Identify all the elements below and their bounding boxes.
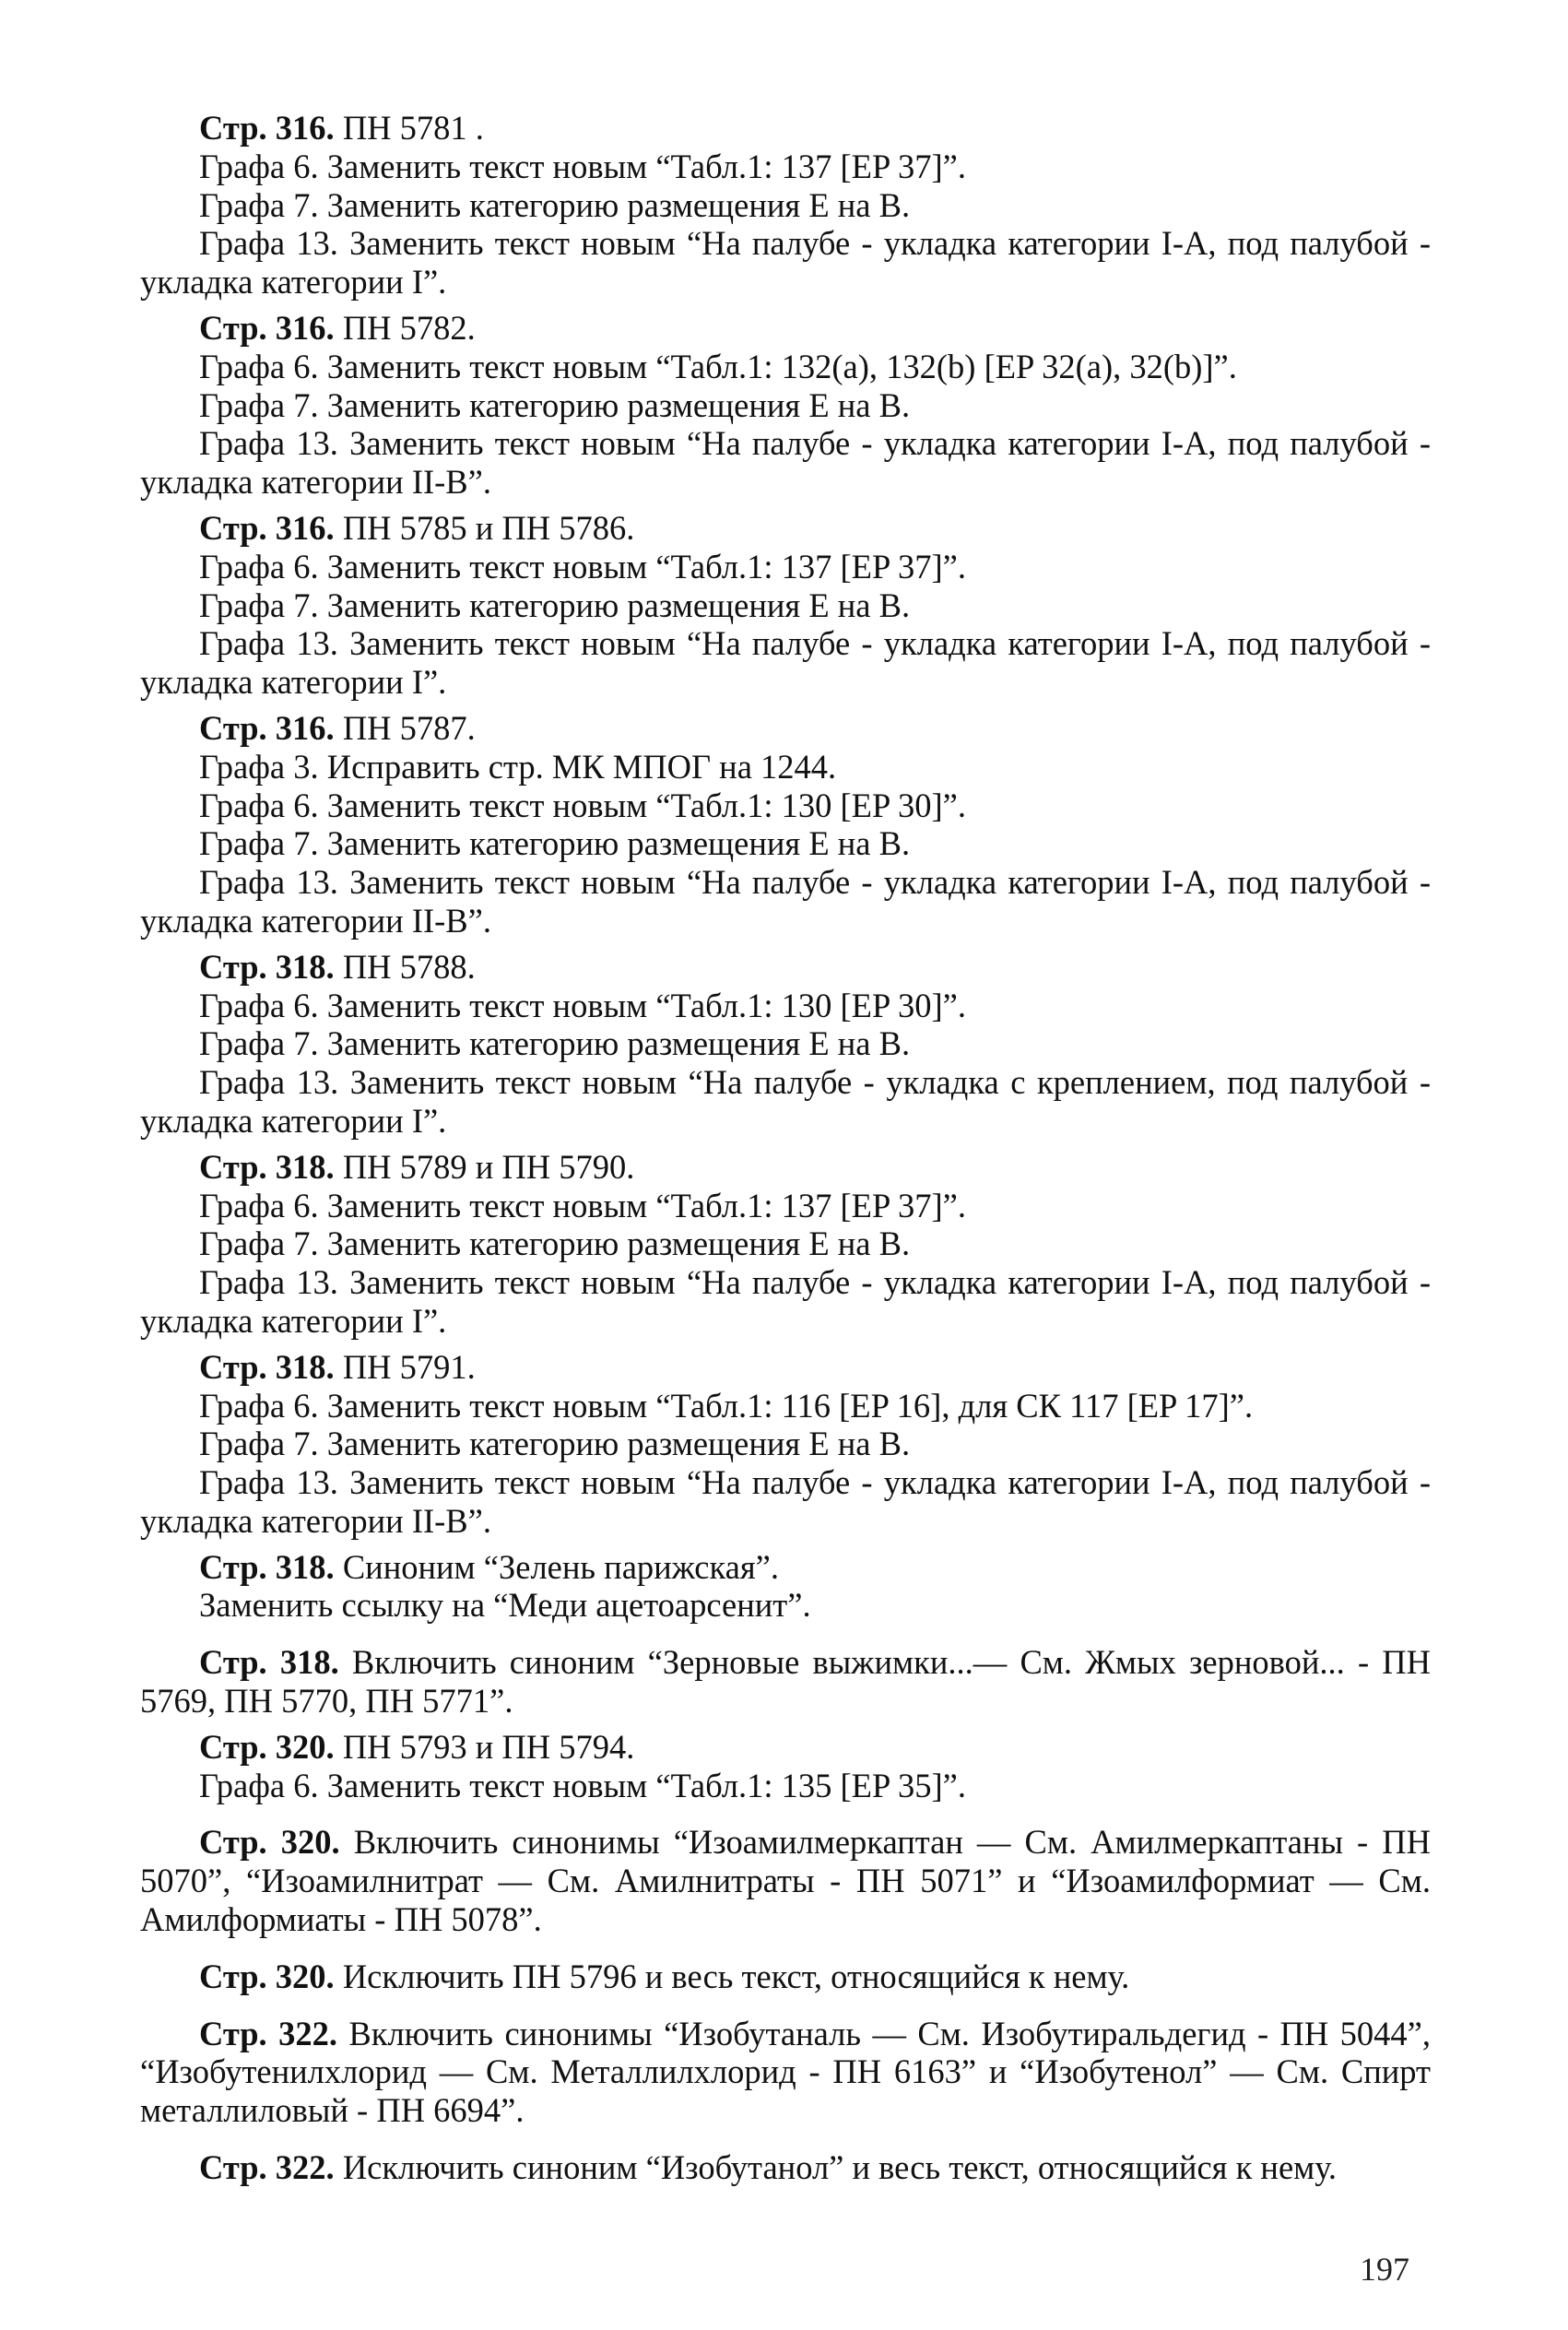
instruction-line: Графа 6. Заменить текст новым “Табл.1: 130 [EP 30]”.: [199, 986, 966, 1024]
page-ref: Стр. 320.: [199, 1823, 340, 1862]
entry-heading: [140, 1728, 1431, 1767]
page-ref: Стр. 320.: [199, 1727, 335, 1766]
page-ref: Стр. 322.: [199, 2148, 335, 2187]
entry-paragraph: [140, 2015, 1431, 2130]
instruction-line: Графа 6. Заменить текст новым “Табл.1: 137 [EP 37]”.: [199, 147, 966, 185]
page-ref: Стр. 322.: [199, 2014, 337, 2052]
instruction-line: Графа 6. Заменить текст новым “Табл.1: 130 [EP 30]”.: [199, 786, 966, 824]
entry-paragraph: [140, 1823, 1431, 1938]
paragraph-text: Включить синонимы “Изоамилмеркаптан — См. Амилмеркаптаны - ПН 5070”, “Изоамилнитрат — См. Амилнитраты - ПН 5071” и “Изоамилформиат — См. Амилформиаты - ПН 5078”.: [140, 1823, 1431, 1939]
page-number: 197: [1360, 2251, 1409, 2288]
instruction-paragraph: Графа 13. Заменить текст новым “На палубе - укладка категории I-A, под палубой - укладка категории II-В”.: [140, 863, 1431, 940]
entry-p318-synonym-grain: [140, 1643, 1431, 1721]
instruction-paragraph: Графа 13. Заменить текст новым “На палубе - укладка категории I-A, под палубой - укладка категории I”.: [140, 624, 1431, 702]
instruction-paragraph: Графа 13. Заменить текст новым “На палубе - укладка категории I-A, под палубой - укладка категории II-В”.: [140, 424, 1431, 502]
instruction-line: Графа 6. Заменить текст новым “Табл.1: 116 [EP 16], для СК 117 [EP 17]”.: [199, 1386, 1254, 1425]
entry-p318-synonym-green: [140, 1548, 1431, 1626]
paragraph-text: Включить синоним “Зерновые выжимки...— См. Жмых зерновой... - ПН 5769, ПН 5770, ПН 5771”.: [140, 1643, 1431, 1721]
instruction-line: Графа 6. Заменить текст новым “Табл.1: 132(a), 132(b) [EP 32(a), 32(b)]”.: [199, 347, 1237, 385]
entry-p322-synonyms-isobutyl: [140, 2015, 1431, 2130]
entry-heading: [140, 109, 1431, 148]
heading-text: ПН 5791.: [334, 1347, 476, 1386]
page-ref: Стр. 316.: [199, 109, 335, 147]
entry-p316-5785-5786: [140, 509, 1431, 702]
page-ref: Стр. 320.: [199, 1957, 335, 1995]
entry-paragraph: [140, 2148, 1431, 2187]
heading-text: ПН 5787.: [334, 708, 476, 747]
entry-paragraph: [140, 1643, 1431, 1721]
entry-heading: [140, 709, 1431, 748]
paragraph-text: Исключить ПН 5796 и весь текст, относящийся к нему.: [334, 1957, 1130, 1995]
entry-p320-exclude-5796: [140, 1957, 1431, 1996]
entry-heading: [140, 1148, 1431, 1187]
page-ref: Стр. 316.: [199, 508, 335, 547]
entry-p318-5788: [140, 948, 1431, 1141]
entry-p320-5793-5794: [140, 1728, 1431, 1805]
instruction-line: Графа 3. Исправить стр. МК МПОГ на 1244.: [199, 747, 837, 786]
page-ref: Стр. 318.: [199, 1643, 339, 1682]
instruction-line: Графа 6. Заменить текст новым “Табл.1: 135 [EP 35]”.: [199, 1766, 966, 1804]
heading-text: ПН 5793 и ПН 5794.: [334, 1727, 635, 1766]
entry-heading: [140, 1348, 1431, 1387]
instruction-paragraph: Графа 13. Заменить текст новым “На палубе - укладка категории I-A, под палубой - укладка категории I”.: [140, 224, 1431, 302]
document-page: [140, 109, 1431, 2194]
heading-text: ПН 5785 и ПН 5786.: [334, 508, 635, 547]
entry-p316-5781: [140, 109, 1431, 302]
instruction-line: Графа 7. Заменить категорию размещения Е на В.: [199, 1224, 911, 1263]
page-ref: Стр. 316.: [199, 308, 335, 347]
instruction-line: Графа 7. Заменить категорию размещения Е на В.: [199, 1425, 911, 1463]
instruction-paragraph: Графа 13. Заменить текст новым “На палубе - укладка категории I-A, под палубой - укладка категории II-В”.: [140, 1463, 1431, 1540]
heading-text: ПН 5781 .: [334, 109, 484, 147]
page-ref: Стр. 318.: [199, 1147, 335, 1186]
instruction-paragraph: Графа 13. Заменить текст новым “На палубе - укладка категории I-A, под палубой - укладка категории I”.: [140, 1263, 1431, 1340]
entry-p320-synonyms-isoamyl: [140, 1823, 1431, 1938]
page-ref: Стр. 316.: [199, 708, 335, 747]
paragraph-text: Исключить синоним “Изобутанол” и весь текст, относящийся к нему.: [334, 2148, 1337, 2187]
entry-paragraph: [140, 1957, 1431, 1996]
instruction-line: Графа 7. Заменить категорию размещения Е на В.: [199, 824, 911, 863]
instruction-line: Графа 6. Заменить текст новым “Табл.1: 137 [EP 37]”.: [199, 1186, 966, 1224]
page-ref: Стр. 318.: [199, 1547, 335, 1586]
entry-heading: [140, 948, 1431, 987]
instruction-line: Графа 7. Заменить категорию размещения Е на В.: [199, 1024, 911, 1063]
entry-p318-5789-5790: [140, 1148, 1431, 1341]
entry-heading: [140, 509, 1431, 548]
entry-p318-5791: [140, 1348, 1431, 1541]
page-ref: Стр. 318.: [199, 1347, 335, 1386]
instruction-line: Графа 7. Заменить категорию размещения Е на В.: [199, 185, 911, 224]
entry-p316-5787: [140, 709, 1431, 940]
entry-heading: [140, 309, 1431, 348]
instruction-line: Графа 7. Заменить категорию размещения Е на В.: [199, 385, 911, 424]
heading-text: ПН 5788.: [334, 947, 476, 986]
instruction-line: Заменить ссылку на “Меди ацетоарсенит”.: [199, 1586, 811, 1625]
entry-p322-exclude-isobutanol: [140, 2148, 1431, 2187]
entry-heading: [140, 1548, 1431, 1587]
instruction-line: Графа 6. Заменить текст новым “Табл.1: 137 [EP 37]”.: [199, 547, 966, 585]
paragraph-text: Включить синонимы “Изобутаналь — См. Изобутиральдегид - ПН 5044”, “Изобутенилхлорид — См. Металлилхлорид - ПН 6163” и “Изобутенол” — См. Спирт металлиловый - ПН 6694”.: [140, 2014, 1431, 2130]
heading-text: ПН 5789 и ПН 5790.: [334, 1147, 635, 1186]
heading-text: ПН 5782.: [334, 308, 476, 347]
heading-text: Синоним “Зелень парижская”.: [334, 1547, 779, 1586]
instruction-paragraph: Графа 13. Заменить текст новым “На палубе - укладка с креплением, под палубой - укладка категории I”.: [140, 1063, 1431, 1140]
page-ref: Стр. 318.: [199, 947, 335, 986]
instruction-line: Графа 7. Заменить категорию размещения Е на В.: [199, 585, 911, 624]
entry-p316-5782: [140, 309, 1431, 502]
